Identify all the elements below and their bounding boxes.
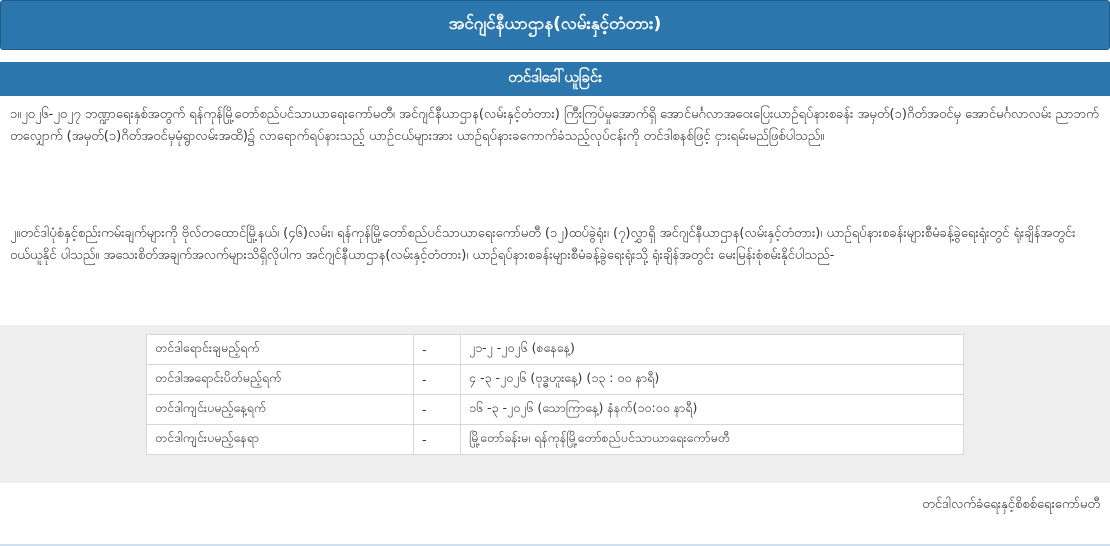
schedule-value: ၄ -၃ -၂၀၂၆ (ဗုဒ္ဓဟူးနေ့) (၁၃ : ၀၀ နာရီ) [461,365,964,395]
schedule-table [146,334,964,455]
schedule-label: တင်ဒါကျင်းပမည့်နေ့ရက် [147,395,414,425]
schedule-separator: - [414,425,461,455]
table-row [147,335,964,365]
paragraph-2: ၂။တင်ဒါပုံစံနှင့်စည်းကမ်းချက်များကို ဗိုလ်တထောင်မြို့နယ်၊ (၄၆)လမ်း၊ ရန်ကုန်မြို့တော်စည်ပင်သာယာရေးကော်မတီ (၁၂)ထပ်ခွဲရုံး၊ (၇)လွှာရှိ အင်ဂျင်နီယာဌာန(လမ်းနှင့်တံတား)၊ ယာဉ်ရပ်နားစခန်းများစီမံခန့်ခွဲရေးရုံးတွင် ရုံးချိန်အတွင်း ဝယ်ယူနိုင် ပါသည်။ အသေးစိတ်အချက်အလက်များသိရှိလိုပါက အင်ဂျင်နီယာဌာန(လမ်းနှင့်တံတား)၊ ယာဉ်ရပ်နားစခန်းများစီမံခန့်ခွဲရေးရုံးသို့ ရုံးချိန်အတွင်း မေးမြန်းစုံစမ်းနိုင်ပါသည်- [10,226,1076,263]
section-title: တင်ဒါခေါ်ယူခြင်း [508,68,602,86]
table-row [147,425,964,455]
page-title: အင်ဂျင်နီယာဌာန(လမ်းနှင့်တံတား) [448,13,662,34]
schedule-separator: - [414,335,461,365]
schedule-separator: - [414,395,461,425]
schedule-label: တင်ဒါကျင်းပမည့်နေရာ [147,425,414,455]
schedule-separator: - [414,365,461,395]
schedule-value: မြို့တော်ခန်းမ၊ ရန်ကုန်မြို့တော်စည်ပင်သာယာရေးကော်မတီ [461,425,964,455]
paragraph-1: ၁။၂၀၂၆-၂၀၂၇ ဘဏ္ဍာရေးနှစ်အတွက် ရန်ကုန်မြို့တော်စည်ပင်သာယာရေးကော်မတီ၊ အင်ဂျင်နီယာဌာန(လမ်းနှင့်တံတား) ကြီးကြပ်မှုအောက်ရှိ အောင်မင်္ဂလာအဝေးပြေးယာဉ်ရပ်နားစခန်း အမှတ်(၁)ဂိတ်အဝင်မှ အောင်မင်္ဂလာလမ်း ညာဘက်တလျှောက် (အမှတ်(၁)ဂိတ်အဝင်မှမုံရွာလမ်းအထိ)၌ လာရောက်ရပ်နားသည့် ယာဉ်ငယ်များအား ယာဉ်ရပ်နားခကောက်ခံသည့်လုပ်ငန်းကို တင်ဒါစနစ်ဖြင့် ငှားရမ်းမည်ဖြစ်ပါသည်။ [10,107,1099,144]
schedule-label: တင်ဒါရောင်းချမည့်ရက် [147,335,414,365]
table-row [147,395,964,425]
committee-signature: တင်ဒါလက်ခံရေးနှင့်စိစစ်ရေးကော်မတီ [922,497,1100,512]
table-row [147,365,964,395]
schedule-label: တင်ဒါအရောင်းပိတ်မည့်ရက် [147,365,414,395]
schedule-value: ၂၁-၂ -၂၀၂၆ (စနေနေ့) [461,335,964,365]
schedule-value: ၁၆ -၃ -၂၀၂၆ (သောကြာနေ့) နံနက်(၁၀:၀၀ နာရီ) [461,395,964,425]
header-bar [0,0,1110,50]
section-bar [0,62,1110,96]
